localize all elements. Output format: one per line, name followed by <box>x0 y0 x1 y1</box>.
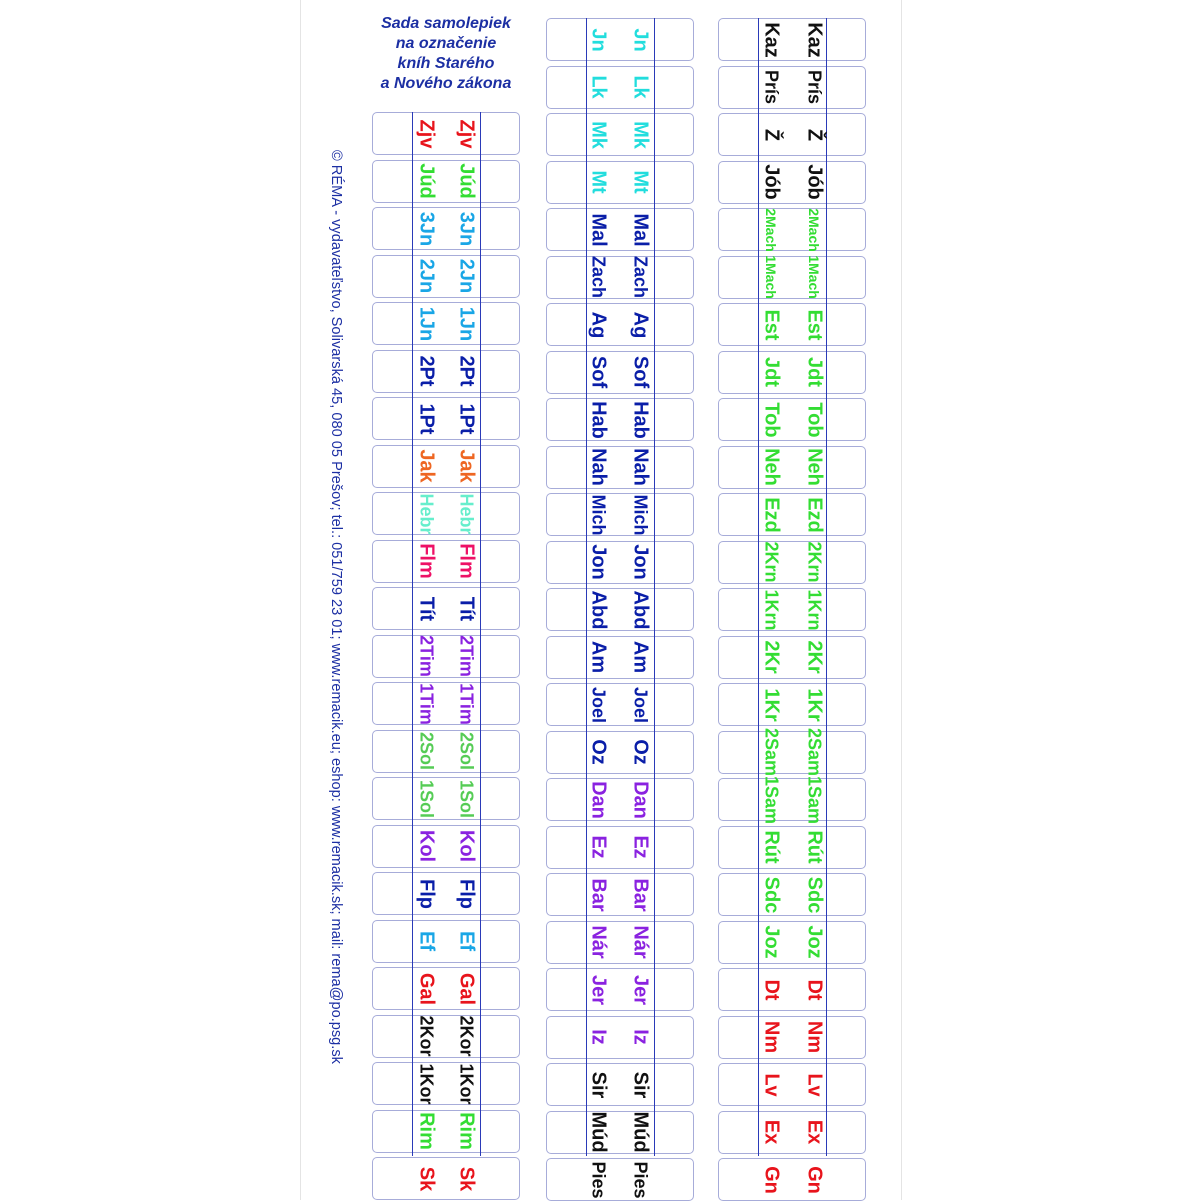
sticker-tab <box>372 160 520 203</box>
sticker-tab <box>546 778 694 821</box>
book-label-text: 2Mach <box>806 207 822 252</box>
book-label-text: Flm <box>415 543 438 579</box>
title-line: na označenie <box>395 35 497 52</box>
sticker-tab <box>372 350 520 393</box>
sticker-tab <box>372 682 520 725</box>
book-label-text: 1Krn <box>804 588 825 631</box>
sticker-tab <box>718 778 866 821</box>
book-label-text: Joz <box>803 925 826 959</box>
book-label-text: Rim <box>415 1112 438 1150</box>
book-label-text: Flm <box>455 543 478 579</box>
sticker-tab <box>718 1158 866 1201</box>
sticker-tab <box>372 587 520 630</box>
sticker-tab <box>546 303 694 346</box>
sticker-tab <box>718 256 866 299</box>
sticker-tab <box>718 588 866 631</box>
sticker-tab <box>372 730 520 773</box>
book-label-text: Jer <box>587 974 610 1005</box>
book-label-text: Est <box>760 308 783 341</box>
book-label-text: Ezd <box>760 496 783 533</box>
book-label-text: Nah <box>629 448 652 486</box>
book-label-text: 1Kor <box>456 1062 477 1105</box>
book-label-text: Hebr <box>456 492 477 535</box>
book-label-text: Jon <box>587 544 610 580</box>
book-label-text: Joel <box>588 686 609 723</box>
book-label-text: Iz <box>629 1029 652 1045</box>
book-label-text: Bar <box>629 877 652 912</box>
sticker-tab <box>718 113 866 156</box>
sticker-tab <box>372 1157 520 1200</box>
book-label-text: 1Kr <box>760 687 783 722</box>
book-label-text: Ex <box>760 1119 783 1145</box>
book-label-text: Am <box>629 640 652 674</box>
sticker-tab <box>546 1063 694 1106</box>
book-label-text: Ez <box>629 835 652 859</box>
sticker-tab <box>372 967 520 1010</box>
strip-guide-line <box>654 18 655 1156</box>
book-label-text: Pies <box>630 1160 651 1199</box>
book-label-text: 2Krn <box>761 541 782 583</box>
strip-guide-line <box>480 112 481 1156</box>
book-label-text: Mich <box>630 493 651 536</box>
book-label-text: Prís <box>804 69 825 105</box>
sticker-tab <box>372 825 520 868</box>
book-label-text: Nár <box>587 925 610 959</box>
sticker-tab <box>372 920 520 963</box>
book-label-text: Sdc <box>760 876 783 913</box>
book-label-text: Rút <box>803 830 826 864</box>
book-label-text: Jób <box>803 164 826 200</box>
book-label-text: 2Sam <box>804 727 825 777</box>
title-line: kníh Starého <box>397 55 495 72</box>
sticker-tab <box>546 826 694 869</box>
book-label-text: Am <box>587 640 610 674</box>
sticker-tab <box>546 683 694 726</box>
sticker-tab <box>546 588 694 631</box>
sticker-tab <box>718 303 866 346</box>
book-label-text: Mich <box>588 493 609 536</box>
book-label-text: Jn <box>629 27 652 52</box>
sticker-tab <box>718 446 866 489</box>
book-label-text: 1Sol <box>456 779 477 818</box>
book-label-text: 2Tim <box>456 635 477 677</box>
sticker-tab <box>718 968 866 1011</box>
sticker-tab <box>546 493 694 536</box>
book-label-text: Ef <box>415 931 438 951</box>
sticker-tab <box>372 492 520 535</box>
sticker-tab <box>718 398 866 441</box>
book-label-text: 1Pt <box>415 402 438 435</box>
sheet-title <box>372 14 520 94</box>
book-label-text: 2Sol <box>456 731 477 771</box>
book-label-text: Bar <box>587 877 610 912</box>
book-label-text: Nár <box>629 925 652 959</box>
sticker-tab <box>718 1016 866 1059</box>
sticker-tab <box>718 493 866 536</box>
sticker-tab <box>372 540 520 583</box>
sticker-tab <box>546 1016 694 1059</box>
book-label-text: Mt <box>629 170 652 194</box>
book-label-text: 2Jn <box>455 258 478 294</box>
book-label-text: 1Sam <box>761 775 782 824</box>
book-label-text: Mt <box>587 170 610 194</box>
book-label-text: 2Tim <box>416 635 437 677</box>
book-label-text: Flp <box>455 878 478 909</box>
sticker-tab <box>372 445 520 488</box>
book-label-text: Est <box>803 308 826 341</box>
book-label-text: Lv <box>760 1072 783 1097</box>
sticker-tab <box>546 873 694 916</box>
book-label-text: Sir <box>587 1071 610 1098</box>
book-label-text: 1Jn <box>415 306 438 341</box>
book-label-text: 2Kor <box>416 1015 437 1057</box>
book-label-text: Ž <box>803 128 826 141</box>
book-label-text: Hebr <box>416 492 437 535</box>
book-label-text: Dan <box>629 780 652 819</box>
sticker-tab <box>718 826 866 869</box>
book-label-text: Hab <box>629 400 652 439</box>
book-label-text: Múd <box>587 1111 610 1153</box>
book-label-text: Sk <box>455 1166 478 1191</box>
book-label-text: Jak <box>455 449 478 483</box>
sticker-tab <box>372 302 520 345</box>
book-label-text: Dt <box>760 978 783 1001</box>
book-label-text: Ag <box>587 311 610 338</box>
book-label-text: 3Jn <box>455 211 478 246</box>
sticker-tab <box>546 113 694 156</box>
book-label-text: Jer <box>629 974 652 1005</box>
book-label-text: Jon <box>629 544 652 580</box>
sticker-tab <box>372 207 520 250</box>
strip-left <box>372 112 520 1191</box>
book-label-text: Prís <box>761 69 782 105</box>
sticker-tab <box>372 1015 520 1058</box>
sticker-tab <box>546 636 694 679</box>
book-label-text: Gn <box>760 1165 783 1194</box>
sticker-tab <box>718 18 866 61</box>
sticker-tab <box>718 1063 866 1106</box>
book-label-text: Sof <box>629 355 652 389</box>
book-label-text: Nah <box>587 448 610 486</box>
sticker-tab <box>372 397 520 440</box>
book-label-text: Abd <box>587 590 610 629</box>
book-label-text: Abd <box>629 590 652 629</box>
book-label-text: Oz <box>587 739 610 765</box>
book-label-text: Kaz <box>803 21 826 58</box>
sticker-tab <box>546 1158 694 1201</box>
book-label-text: 1Tim <box>416 682 437 725</box>
strip-guide-line <box>412 112 413 1156</box>
book-label-text: Zach <box>630 255 651 299</box>
book-label-text: Tít <box>455 596 478 621</box>
book-label-text: Ž <box>760 128 783 141</box>
sticker-tab <box>546 256 694 299</box>
book-label-text: 2Jn <box>415 258 438 294</box>
sticker-tab <box>546 968 694 1011</box>
sticker-tab <box>372 635 520 678</box>
book-label-text: 2Sol <box>416 731 437 771</box>
book-label-text: Joz <box>760 925 783 959</box>
sticker-tab <box>546 1111 694 1154</box>
book-label-text: 1Jn <box>455 306 478 341</box>
book-label-text: 2Krn <box>804 541 825 583</box>
book-label-text: Rút <box>760 830 783 864</box>
strip-guide-line <box>826 18 827 1156</box>
book-label-text: Zjv <box>455 119 478 148</box>
sticker-tab <box>718 1111 866 1154</box>
book-label-text: 1Sam <box>804 775 825 824</box>
sticker-tab <box>546 66 694 109</box>
book-label-text: 1Krn <box>761 588 782 631</box>
sticker-tab <box>718 161 866 204</box>
book-label-text: Sk <box>415 1166 438 1191</box>
sticker-tab <box>718 208 866 251</box>
book-label-text: Ef <box>455 931 478 951</box>
book-label-text: Gal <box>455 972 478 1005</box>
sticker-tab <box>372 255 520 298</box>
book-label-text: 2Pt <box>455 355 478 387</box>
book-label-text: Tob <box>760 401 783 438</box>
strip-middle <box>546 18 694 1199</box>
sticker-tab <box>546 921 694 964</box>
book-label-text: Júd <box>415 163 438 199</box>
book-label-text: Sir <box>629 1071 652 1098</box>
title-line: a Nového zákona <box>380 75 512 92</box>
book-label-text: 2Sam <box>761 727 782 777</box>
book-label-text: Lv <box>803 1072 826 1097</box>
sticker-tab <box>546 398 694 441</box>
book-label-text: Zjv <box>415 119 438 148</box>
sticker-tab <box>718 541 866 584</box>
book-label-text: Iz <box>587 1029 610 1045</box>
book-label-text: Múd <box>629 1111 652 1153</box>
book-label-text: Sdc <box>803 876 826 913</box>
book-label-text: Jób <box>760 164 783 200</box>
book-label-text: 1Kor <box>416 1062 437 1105</box>
book-label-text: 2Kr <box>760 640 783 674</box>
sticker-tab <box>718 351 866 394</box>
sticker-tab <box>546 446 694 489</box>
book-label-text: Kaz <box>760 21 783 58</box>
book-label-text: Mk <box>629 120 652 149</box>
sticker-tab <box>546 731 694 774</box>
book-label-text: Lk <box>587 75 610 99</box>
book-label-text: Sof <box>587 355 610 389</box>
sticker-tab <box>546 18 694 61</box>
book-label-text: Flp <box>415 878 438 909</box>
book-label-text: Ezd <box>803 496 826 533</box>
book-label-text: Neh <box>803 448 826 486</box>
book-label-text: 1Tim <box>456 682 477 725</box>
sticker-tab <box>372 112 520 155</box>
book-label-text: Dt <box>803 978 826 1001</box>
sticker-tab <box>372 872 520 915</box>
sticker-tab <box>546 161 694 204</box>
book-label-text: Joel <box>630 686 651 723</box>
book-label-text: Rim <box>455 1112 478 1150</box>
book-label-text: 1Sol <box>416 779 437 818</box>
sticker-tab <box>546 208 694 251</box>
book-label-text: Tob <box>803 401 826 438</box>
sticker-tab <box>718 921 866 964</box>
title-line: Sada samolepiek <box>381 15 511 32</box>
book-label-text: Mal <box>629 212 652 247</box>
sticker-tab <box>546 351 694 394</box>
book-label-text: Ez <box>587 835 610 859</box>
book-label-text: Neh <box>760 448 783 486</box>
book-label-text: Kol <box>415 829 438 863</box>
book-label-text: Dan <box>587 780 610 819</box>
book-label-text: 1Pt <box>455 402 478 435</box>
strip-right <box>718 18 866 1194</box>
sticker-tab <box>372 1110 520 1153</box>
sticker-tab <box>718 636 866 679</box>
sticker-tab <box>718 731 866 774</box>
book-label-text: 2Kor <box>456 1015 477 1057</box>
book-label-text: Lk <box>629 75 652 99</box>
copyright-text: © RÉMA - vydavateľstvo, Solivarská 45, 080 05 Prešov; tel.: 051/759 23 01; www.remacik.eu; eshop: www.remacik.sk; mail: rema@po.psg.sk <box>328 150 344 1064</box>
book-label-text: Júd <box>455 163 478 199</box>
book-label-text: Jak <box>415 449 438 483</box>
book-label-text: Jdt <box>803 357 826 387</box>
book-label-text: Oz <box>629 739 652 765</box>
sticker-tab <box>546 541 694 584</box>
book-label-text: Mk <box>587 120 610 149</box>
book-label-text: Kol <box>455 829 478 863</box>
book-label-text: Zach <box>588 255 609 299</box>
sticker-tab <box>718 873 866 916</box>
book-label-text: Hab <box>587 400 610 439</box>
book-label-text: 3Jn <box>415 211 438 246</box>
book-label-text: Nm <box>803 1020 826 1054</box>
book-label-text: Gn <box>803 1165 826 1194</box>
book-label-text: 2Pt <box>415 355 438 387</box>
book-label-text: 2Mach <box>763 207 779 252</box>
book-label-text: Jn <box>587 27 610 52</box>
sticker-tab <box>718 66 866 109</box>
sticker-tab <box>372 777 520 820</box>
book-label-text: Ag <box>629 311 652 338</box>
book-label-text: Jdt <box>760 357 783 387</box>
book-label-text: Gal <box>415 972 438 1005</box>
book-label-text: Ex <box>803 1119 826 1145</box>
book-label-text: 1Mach <box>763 255 779 299</box>
book-label-text: 1Kr <box>803 687 826 722</box>
book-label-text: 2Kr <box>803 640 826 674</box>
book-label-text: Tít <box>415 596 438 621</box>
book-label-text: Mal <box>587 212 610 247</box>
book-label-text: Nm <box>760 1020 783 1054</box>
book-label-text: Pies <box>588 1160 609 1199</box>
sticker-tab <box>372 1062 520 1105</box>
book-label-text: 1Mach <box>806 255 822 299</box>
sticker-tab <box>718 683 866 726</box>
